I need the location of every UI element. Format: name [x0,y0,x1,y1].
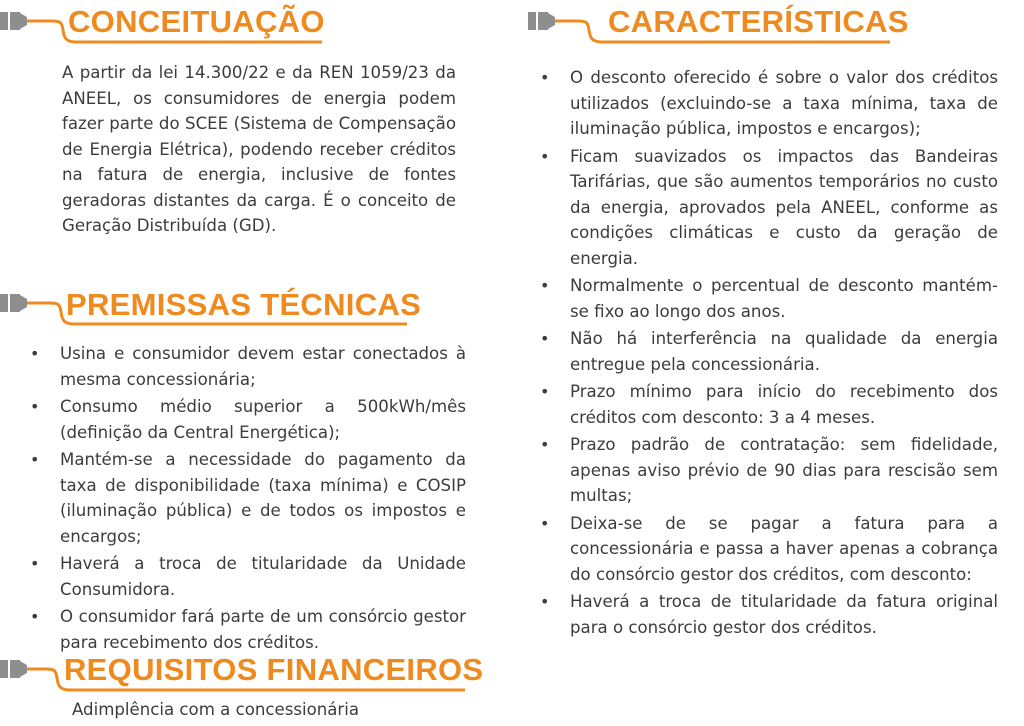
list-item: • Haverá a troca de titularidade da Unidade Consumidora. [30,554,466,599]
list-item: • Prazo padrão de contratação: sem fidelidade, apenas aviso prévio de 90 dias para rescisão sem multas; [540,435,998,505]
heading-conceituacao [0,2,340,52]
heading-requisitos [0,652,500,702]
conceituacao-paragraph: A partir da lei 14.300/22 e da REN 1059/23 da ANEEL, os consumidores de energia podem fazer parte do SCEE (Sistema de Compensação de Energia Elétrica), podendo receber créditos na fatura de energia, inclusive de fontes geradoras distantes da carga. É o conceito de Geração Distribuída (GD). [62,63,456,235]
requisitos-text: Adimplência com a concessionária [72,700,360,719]
premissas-list [24,341,466,657]
list-item: • Haverá a troca de titularidade da fatura original para o consórcio gestor dos créditos. [540,592,998,637]
list-item: • Consumo médio superior a 500kWh/mês (definição da Central Energética); [30,397,466,442]
list-item: • Mantém-se a necessidade do pagamento da taxa de disponibilidade (taxa mínima) e COSIP (iluminação pública) e de todos os impostos e encargos; [30,450,466,546]
list-item: • Ficam suavizados os impactos das Bandeiras Tarifárias, que são aumentos temporários no custo da energia, aprovados pela ANEEL, conforme as condições climáticas e custo da geração de energia. [540,146,998,268]
heading-caracteristicas [528,4,908,54]
list-item: • Prazo mínimo para início do recebimento dos créditos com desconto: 3 a 4 meses. [540,382,998,427]
section-title: PREMISSAS TÉCNICAS [66,287,422,322]
list-item: • Não há interferência na qualidade da energia entregue pela concessionária. [540,329,998,374]
list-item: • O consumidor fará parte de um consórcio gestor para recebimento dos créditos. [30,607,466,652]
heading-premissas [0,285,420,335]
list-item: • Deixa-se de se pagar a fatura para a concessionária e passa a haver apenas a cobrança do consórcio gestor dos créditos, com desconto: [540,513,998,584]
list-item: • O desconto oferecido é sobre o valor dos créditos utilizados (excluindo-se a taxa mínima, taxa de iluminação pública, impostos e encargos); [540,68,998,138]
list-item: • Normalmente o percentual de desconto mantém-se fixo ao longo dos anos. [540,276,998,321]
section-title: CONCEITUAÇÃO [68,4,325,39]
section-title: REQUISITOS FINANCEIROS [64,652,484,687]
section-title: CARACTERÍSTICAS [608,4,909,39]
caracteristicas-list [534,65,998,642]
list-item: • Usina e consumidor devem estar conectados à mesma concessionária; [30,344,466,389]
